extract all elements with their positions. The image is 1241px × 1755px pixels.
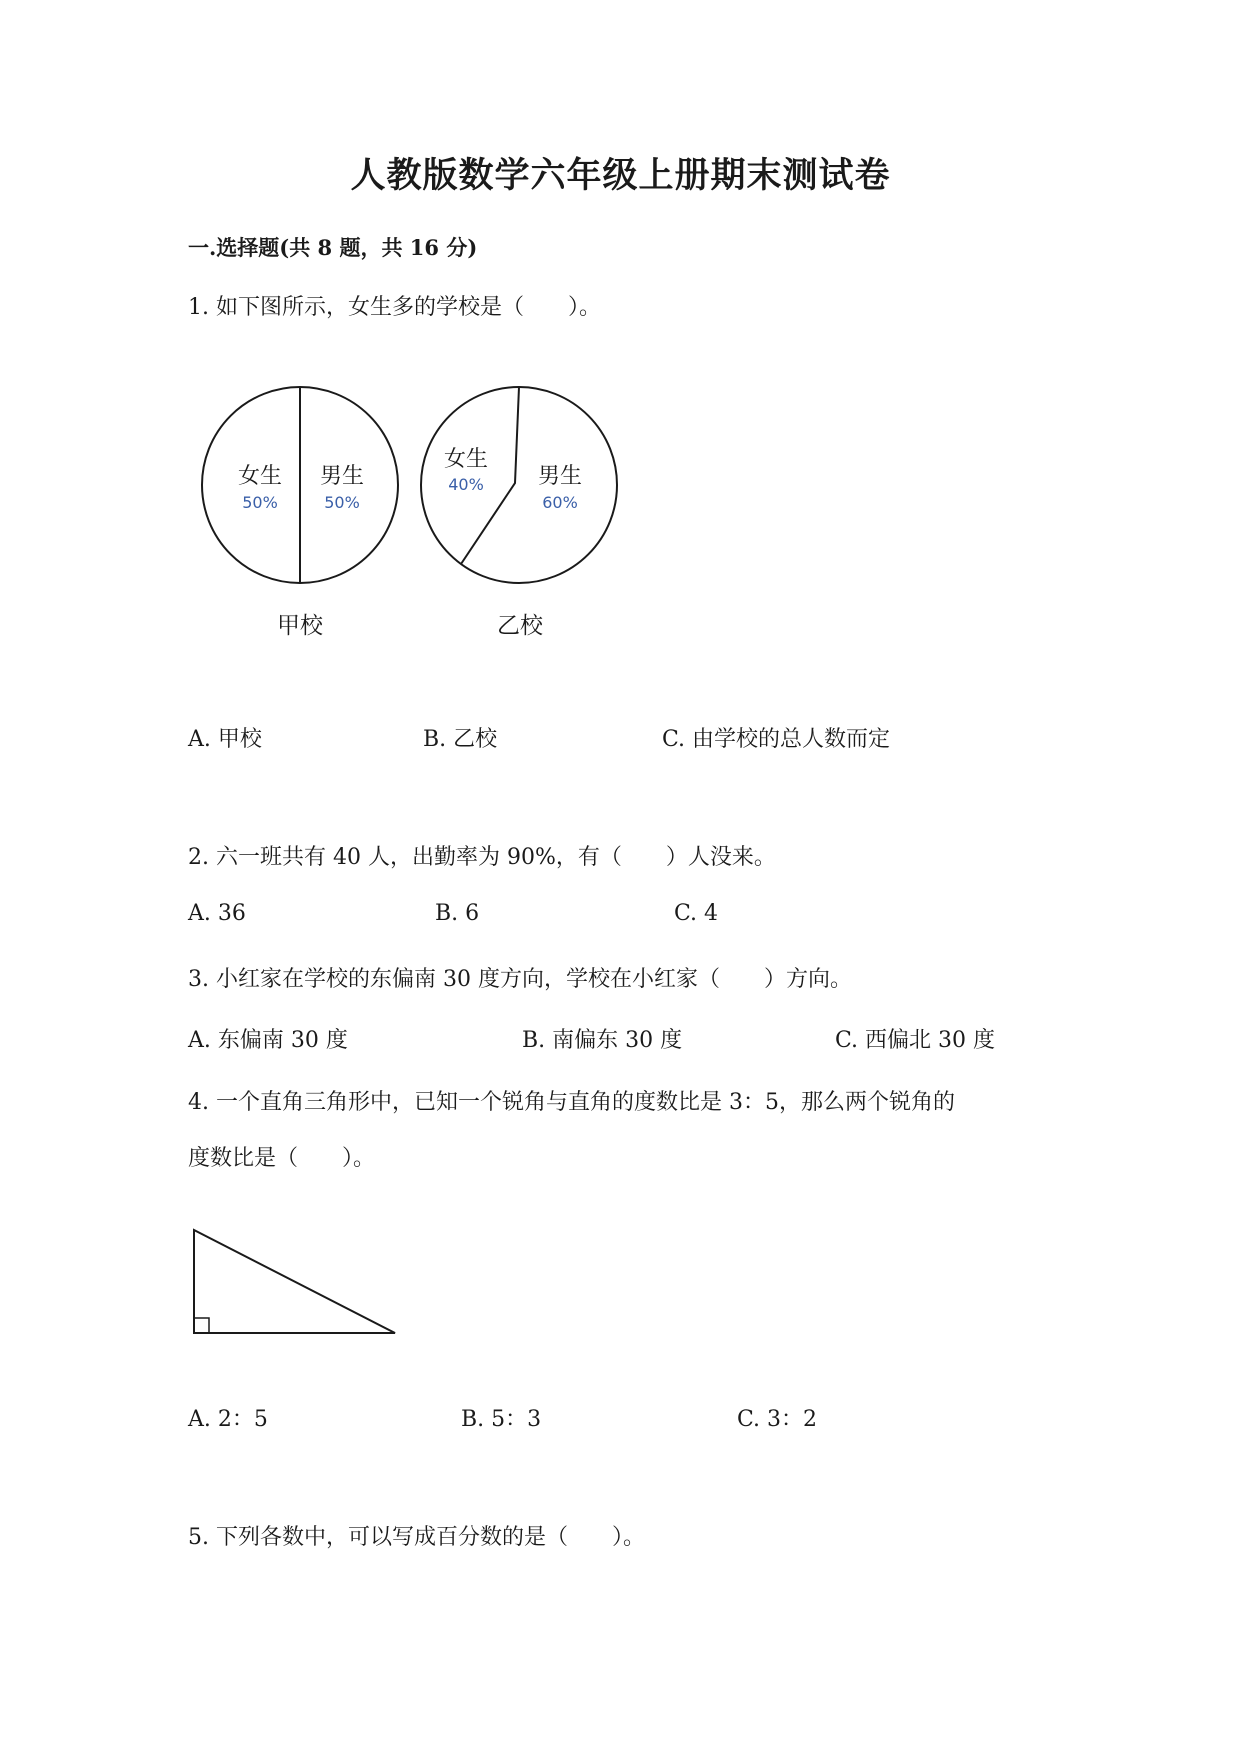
question-text-line1: 一个直角三角形中，已知一个锐角与直角的度数比是 3：5，那么两个锐角的	[216, 1090, 955, 1115]
question-number: 5.	[188, 1525, 209, 1550]
pie-slice-percent: 50%	[242, 493, 278, 512]
section-heading: 一.选择题(共 8 题，共 16 分)	[188, 235, 478, 260]
pie-caption: 甲校	[277, 613, 323, 639]
question-4-line2: 度数比是（ ）。	[188, 1146, 376, 1171]
pie-slice-percent: 40%	[448, 475, 484, 494]
question-number: 4.	[188, 1090, 209, 1115]
option-a[interactable]: A. 36	[188, 901, 246, 926]
option-a[interactable]: A. 东偏南 30 度	[188, 1028, 348, 1053]
question-text: 下列各数中，可以写成百分数的是（ ）。	[216, 1525, 646, 1550]
question-4	[188, 1085, 955, 1116]
pie-chart-yi	[421, 387, 617, 639]
pie-slice-label: 男生	[537, 464, 583, 489]
pie-slice-label: 女生	[237, 464, 283, 489]
right-triangle-figure	[190, 1225, 400, 1340]
question-3	[188, 962, 852, 993]
pie-charts-figure	[190, 380, 650, 660]
question-text: 小红家在学校的东偏南 30 度方向，学校在小红家（ ）方向。	[216, 967, 852, 992]
question-5	[188, 1520, 645, 1551]
question-text: 如下图所示，女生多的学校是（ ）。	[216, 295, 602, 320]
question-number: 2.	[188, 845, 209, 870]
option-b[interactable]: B. 乙校	[423, 727, 498, 752]
question-2	[188, 840, 776, 871]
question-1	[188, 290, 601, 321]
pie-slice-percent: 50%	[324, 493, 360, 512]
pie-caption: 乙校	[497, 613, 543, 639]
triangle-outline	[194, 1230, 395, 1333]
option-c[interactable]: C. 由学校的总人数而定	[662, 727, 891, 752]
option-c[interactable]: C. 4	[674, 901, 719, 926]
pie-slice-label: 男生	[319, 464, 365, 489]
option-c[interactable]: C. 3：2	[737, 1407, 818, 1432]
option-b[interactable]: B. 5：3	[461, 1407, 542, 1432]
option-c[interactable]: C. 西偏北 30 度	[835, 1028, 996, 1053]
option-a[interactable]: A. 2：5	[188, 1407, 268, 1432]
option-a[interactable]: A. 甲校	[188, 727, 262, 752]
pie-chart-jia	[202, 387, 398, 639]
option-b[interactable]: B. 南偏东 30 度	[522, 1028, 683, 1053]
pie-slice-percent: 60%	[542, 493, 578, 512]
question-number: 3.	[188, 967, 209, 992]
page-title: 人教版数学六年级上册期末测试卷	[350, 155, 891, 196]
question-text: 六一班共有 40 人，出勤率为 90%，有（ ）人没来。	[216, 845, 776, 870]
right-angle-marker	[194, 1318, 209, 1333]
pie-slice-label: 女生	[443, 447, 489, 472]
option-b[interactable]: B. 6	[435, 901, 480, 926]
question-number: 1.	[188, 295, 209, 320]
